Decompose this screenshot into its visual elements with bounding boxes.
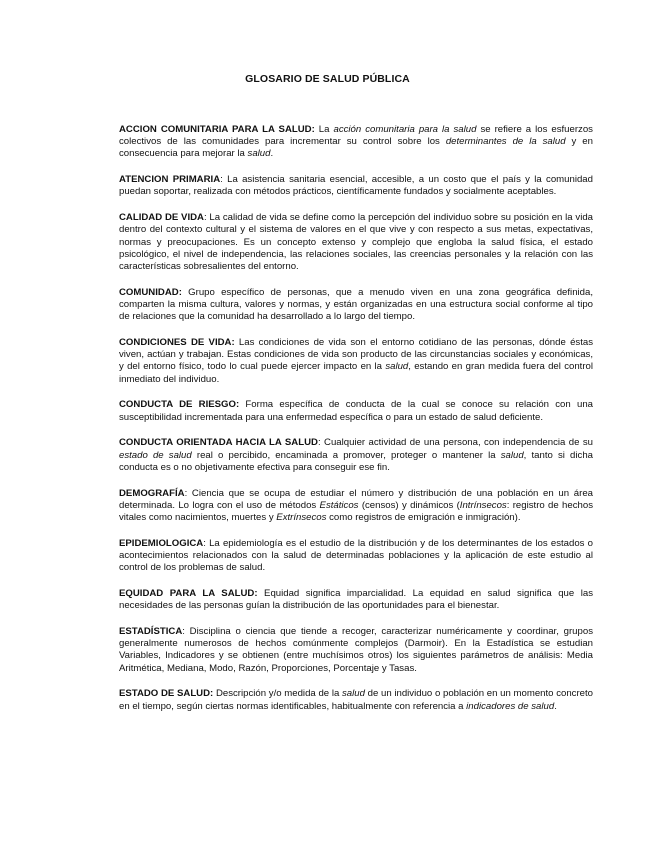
glossary-list xyxy=(119,124,593,726)
definition-emphasis: salud xyxy=(385,361,409,373)
definition-text: se refiere a los esfuerzos colectivos de las comunidades para incrementar su control sobre los xyxy=(119,124,593,148)
definition-text: Forma específica de conducta de la cual se conoce su relación con una susceptibilidad incrementada para una enfermedad específica o para un estado de salud deficiente. xyxy=(119,399,593,423)
definition-emphasis: salud xyxy=(247,148,271,160)
definition-emphasis: Extrínsecos xyxy=(276,512,327,524)
glossary-term: EQUIDAD PARA LA SALUD: xyxy=(119,588,258,600)
definition-text: (censos) y dinámicos ( xyxy=(358,499,460,511)
definition-text: como registros de emigración e inmigración). xyxy=(326,512,521,524)
definition-text: y en consecuencia para mejorar la xyxy=(119,136,593,160)
glossary-entry xyxy=(119,399,593,423)
glossary-term: CALIDAD DE VIDA xyxy=(119,212,204,224)
glossary-term: ESTADO DE SALUD: xyxy=(119,688,214,700)
glossary-term: EPIDEMIOLOGICA xyxy=(119,537,204,549)
glossary-term: ATENCION PRIMARIA xyxy=(119,174,221,186)
glossary-entry xyxy=(119,287,593,324)
definition-text: . xyxy=(270,148,274,160)
definition-text: : La asistencia sanitaria esencial, accesible, a un costo que el país y la comunidad puedan soportar, realizada con métodos prácticos, científicamente fundados y socialmente aceptables. xyxy=(119,174,593,198)
definition-emphasis: indicadores de salud xyxy=(466,700,555,712)
glossary-term: CONDUCTA ORIENTADA HACIA LA SALUD xyxy=(119,437,318,449)
definition-text: real o percibido, encaminada a promover, proteger o mantener la xyxy=(191,449,501,461)
glossary-term: ESTADÍSTICA xyxy=(119,626,183,638)
glossary-entry xyxy=(119,212,593,273)
definition-emphasis: salud xyxy=(341,688,365,700)
definition-text: . xyxy=(554,700,557,712)
definition-emphasis: determinantes de la salud xyxy=(445,136,566,148)
definition-emphasis: acción comunitaria para la salud xyxy=(333,124,477,135)
glossary-term: ACCION COMUNITARIA PARA LA SALUD: xyxy=(119,124,315,135)
glossary-entry xyxy=(119,626,593,675)
definition-text: : La epidemiología es el estudio de la distribución y de los determinantes de los estados o acontecimientos relacionados con la salud de determinadas poblaciones y la aplicación de este estudio al control de los problemas de salud. xyxy=(119,537,593,574)
definition-text: Grupo específico de personas, que a menudo viven en una zona geográfica definida, comparten la misma cultura, valores y normas, y están organizadas en una estructura social conforme al tipo de relaciones que la comunidad ha desarrollado a lo largo del tiempo. xyxy=(119,286,593,323)
glossary-term: DEMOGRAFÍA xyxy=(119,487,185,499)
glossary-entry xyxy=(119,588,593,612)
definition-text: : Cualquier actividad de una persona, con independencia de su xyxy=(317,437,593,449)
definition-text: Descripción y/o medida de la xyxy=(213,688,342,700)
definition-text: La xyxy=(314,124,334,135)
definition-text: Equidad significa imparcialidad. La equidad en salud significa que las necesidades de las personas guían la distribución de las oportunidades para el bienestar. xyxy=(119,588,593,612)
glossary-term: COMUNIDAD: xyxy=(119,286,182,298)
glossary-entry xyxy=(119,124,593,161)
definition-emphasis: Estáticos xyxy=(319,499,359,511)
definition-text: : Ciencia que se ocupa de estudiar el número y distribución de una población en un área determinada. Lo logra con el uso de métodos xyxy=(119,487,593,511)
definition-text: : registro de hechos vitales como nacimientos, muertes y xyxy=(119,499,593,524)
definition-text: , estando en gran medida fuera del control inmediato del individuo. xyxy=(119,361,593,385)
glossary-term: CONDUCTA DE RIESGO: xyxy=(119,399,240,411)
document-title: GLOSARIO DE SALUD PÚBLICA xyxy=(245,73,410,85)
glossary-entry xyxy=(119,488,593,525)
glossary-entry xyxy=(119,538,593,575)
glossary-entry xyxy=(119,437,593,474)
definition-text: : Disciplina o ciencia que tiende a recoger, caracterizar numéricamente y coordinar, grupos generalmente numerosos de hechos comúnmente complejos (Darmoir). En la Estadística se estudian Variables, Indicadores y se obtienen (entre muchísimos otros) los siguientes parámetros de análisis: Media Aritmética, Mediana, Modo, Razón, Proporciones, Porcentaje y Tasas. xyxy=(119,626,593,674)
definition-text: Las condiciones de vida son el entorno cotidiano de las personas, dónde éstas viven, actúan y trabajan. Estas condiciones de vida son producto de las circunstancias sociales y económicas, y del entorno físico, todo lo cual puede ejercer impacto en la xyxy=(119,337,593,373)
definition-text: de un individuo o población en un momento concreto en el tiempo, según ciertas normas identificables, habitualmente con referencia a xyxy=(119,688,593,712)
glossary-term: CONDICIONES DE VIDA: xyxy=(119,337,235,349)
definition-emphasis: Intrínsecos xyxy=(459,499,507,511)
glossary-entry xyxy=(119,337,593,386)
definition-text: , tanto si dicha conducta es o no objetivamente efectiva para conseguir ese fin. xyxy=(119,449,593,473)
glossary-entry xyxy=(119,688,593,712)
definition-text: : La calidad de vida se define como la percepción del individuo sobre su posición en la vida dentro del contexto cultural y el sistema de valores en el que vive y con respecto a sus metas, expectativas, normas y preocupaciones. Es un concepto extenso y complejo que engloba la salud física, el estado psicológico, el nivel de independencia, las relaciones sociales, las creencias personales y la relación con las características sobresalientes del entorno. xyxy=(119,212,593,273)
definition-emphasis: salud xyxy=(500,449,524,461)
definition-emphasis: estado de salud xyxy=(119,449,192,461)
glossary-entry xyxy=(119,174,593,198)
